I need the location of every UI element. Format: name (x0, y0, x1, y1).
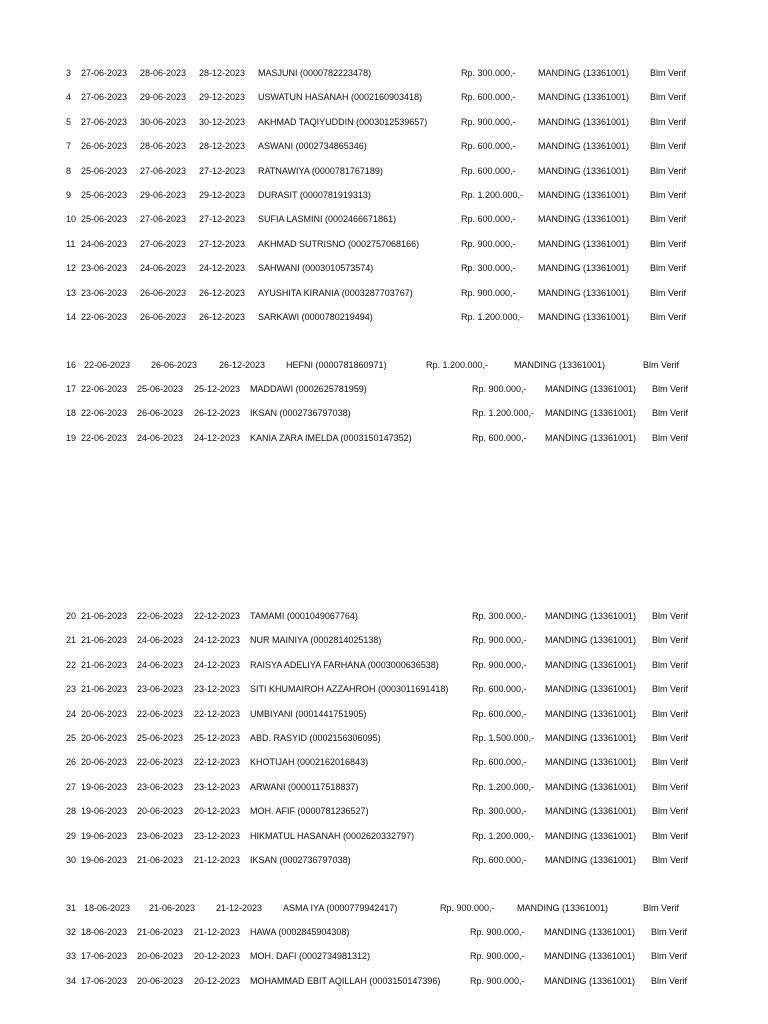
verification-status: Blm Verif (652, 708, 689, 719)
date-1: 20-06-2023 (81, 757, 128, 768)
date-3: 25-12-2023 (194, 384, 241, 394)
row-number: 31 (66, 903, 77, 913)
verification-status: Blm Verif (651, 951, 688, 962)
date-3: 20-12-2023 (194, 806, 241, 817)
unit-name: MANDING (13361001) (544, 951, 636, 962)
row-number: 32 (66, 927, 77, 937)
date-1: 18-06-2023 (84, 903, 131, 913)
date-2: 20-06-2023 (137, 806, 184, 817)
unit-name: MANDING (13361001) (544, 927, 636, 937)
date-2: 26-06-2023 (140, 312, 187, 322)
unit-name: MANDING (13361001) (545, 408, 637, 419)
verification-status: Blm Verif (650, 141, 687, 152)
table-row (0, 780, 768, 794)
table-row (0, 237, 768, 251)
date-2: 29-06-2023 (140, 92, 187, 103)
table-row (0, 310, 768, 324)
amount: Rp. 900.000,- (440, 903, 495, 913)
table-row (0, 431, 768, 445)
date-2: 21-06-2023 (149, 903, 196, 913)
date-3: 21-12-2023 (194, 927, 241, 937)
recipient-name: AKHMAD TAQIYUDDIN (0003012539657) (258, 116, 428, 127)
recipient-name: ABD. RASYID (0002156306095) (250, 733, 381, 743)
date-2: 20-06-2023 (137, 951, 184, 962)
verification-status: Blm Verif (652, 635, 689, 646)
recipient-name: MOHAMMAD EBIT AQILLAH (0003150147396) (250, 975, 441, 986)
date-2: 23-06-2023 (137, 684, 184, 695)
date-2: 25-06-2023 (137, 733, 184, 743)
row-number: 9 (66, 190, 72, 200)
recipient-name: MASJUNI (0000782223478) (258, 68, 372, 78)
verification-status: Blm Verif (651, 975, 688, 986)
amount: Rp. 1.200.000,- (426, 360, 489, 370)
recipient-name: HAWA (0002845904308) (250, 927, 350, 937)
date-2: 29-06-2023 (140, 190, 187, 200)
date-3: 29-12-2023 (199, 190, 246, 200)
table-row (0, 261, 768, 275)
recipient-name: RATNAWIYA (0000781767189) (258, 165, 383, 176)
date-3: 21-12-2023 (216, 903, 263, 913)
date-1: 27-06-2023 (81, 68, 128, 78)
amount: Rp. 1.500.000,- (472, 733, 535, 743)
verification-status: Blm Verif (650, 263, 687, 274)
amount: Rp. 600.000,- (472, 684, 527, 695)
row-number: 21 (66, 635, 77, 646)
date-2: 21-06-2023 (137, 927, 184, 937)
unit-name: MANDING (13361001) (544, 975, 636, 986)
verification-status: Blm Verif (652, 432, 689, 443)
recipient-name: UMBIYANI (0001441751905) (250, 708, 367, 719)
table-row (0, 682, 768, 696)
amount: Rp. 900.000,- (470, 951, 525, 962)
unit-name: MANDING (13361001) (545, 684, 637, 695)
row-number: 16 (66, 360, 77, 370)
date-1: 21-06-2023 (81, 635, 128, 646)
amount: Rp. 300.000,- (472, 611, 527, 621)
date-2: 24-06-2023 (140, 263, 187, 274)
date-1: 18-06-2023 (81, 927, 128, 937)
unit-name: MANDING (13361001) (545, 781, 637, 792)
amount: Rp. 600.000,- (472, 432, 527, 443)
unit-name: MANDING (13361001) (545, 757, 637, 768)
table-row (0, 90, 768, 104)
date-3: 22-12-2023 (194, 708, 241, 719)
recipient-name: SARKAWI (0000780219494) (258, 312, 373, 322)
date-2: 24-06-2023 (137, 635, 184, 646)
date-1: 21-06-2023 (81, 684, 128, 695)
table-row (0, 406, 768, 420)
unit-name: MANDING (13361001) (538, 190, 630, 200)
amount: Rp. 900.000,- (470, 975, 525, 986)
date-3: 28-12-2023 (199, 141, 246, 152)
amount: Rp. 1.200.000,- (472, 408, 535, 419)
date-2: 22-06-2023 (137, 708, 184, 719)
date-2: 27-06-2023 (140, 214, 187, 225)
amount: Rp. 1.200.000,- (461, 190, 524, 200)
date-2: 24-06-2023 (137, 659, 184, 670)
recipient-name: USWATUN HASANAH (0002160903418) (258, 92, 423, 103)
verification-status: Blm Verif (651, 927, 688, 937)
row-number: 24 (66, 708, 77, 719)
date-3: 24-12-2023 (194, 635, 241, 646)
table-row (0, 382, 768, 396)
unit-name: MANDING (13361001) (538, 263, 630, 274)
verification-status: Blm Verif (650, 68, 687, 78)
date-1: 21-06-2023 (81, 611, 128, 621)
row-number: 20 (66, 611, 77, 621)
verification-status: Blm Verif (652, 611, 689, 621)
unit-name: MANDING (13361001) (538, 238, 630, 249)
table-row (0, 804, 768, 818)
amount: Rp. 900.000,- (461, 238, 516, 249)
date-1: 22-06-2023 (81, 432, 128, 443)
date-2: 27-06-2023 (140, 238, 187, 249)
amount: Rp. 900.000,- (461, 287, 516, 298)
amount: Rp. 900.000,- (472, 384, 527, 394)
row-number: 27 (66, 781, 77, 792)
recipient-name: KHOTIJAH (0002162016843) (250, 757, 369, 768)
table-row (0, 358, 768, 372)
date-1: 20-06-2023 (81, 708, 128, 719)
date-1: 19-06-2023 (81, 830, 128, 841)
date-2: 23-06-2023 (137, 781, 184, 792)
date-3: 27-12-2023 (199, 214, 246, 225)
date-3: 21-12-2023 (194, 855, 241, 865)
amount: Rp. 600.000,- (472, 708, 527, 719)
verification-status: Blm Verif (652, 408, 689, 419)
unit-name: MANDING (13361001) (545, 635, 637, 646)
row-number: 29 (66, 830, 77, 841)
date-1: 27-06-2023 (81, 92, 128, 103)
amount: Rp. 300.000,- (461, 263, 516, 274)
date-3: 25-12-2023 (194, 733, 241, 743)
verification-status: Blm Verif (652, 757, 689, 768)
unit-name: MANDING (13361001) (538, 68, 630, 78)
table-row (0, 707, 768, 721)
row-number: 22 (66, 659, 77, 670)
date-3: 24-12-2023 (194, 432, 241, 443)
verification-status: Blm Verif (650, 165, 687, 176)
date-2: 22-06-2023 (137, 611, 184, 621)
verification-status: Blm Verif (652, 830, 689, 841)
date-2: 27-06-2023 (140, 165, 187, 176)
row-number: 10 (66, 214, 77, 225)
row-number: 25 (66, 733, 77, 743)
row-number: 12 (66, 263, 77, 274)
table-row (0, 139, 768, 153)
row-number: 8 (66, 165, 72, 176)
date-2: 26-06-2023 (140, 287, 187, 298)
amount: Rp. 900.000,- (461, 116, 516, 127)
recipient-name: AYUSHITA KIRANIA (0003287703767) (258, 287, 413, 298)
unit-name: MANDING (13361001) (514, 360, 606, 370)
verification-status: Blm Verif (650, 214, 687, 225)
table-row (0, 658, 768, 672)
recipient-name: SAHWANI (0003010573574) (258, 263, 374, 274)
table-row (0, 164, 768, 178)
row-number: 17 (66, 384, 77, 394)
date-2: 26-06-2023 (151, 360, 198, 370)
date-3: 23-12-2023 (194, 830, 241, 841)
recipient-name: ARWANI (0000117518837) (250, 781, 359, 792)
amount: Rp. 600.000,- (461, 141, 516, 152)
recipient-name: ASWANI (0002734865346) (258, 141, 367, 152)
unit-name: MANDING (13361001) (538, 141, 630, 152)
unit-name: MANDING (13361001) (545, 384, 637, 394)
verification-status: Blm Verif (643, 360, 680, 370)
verification-status: Blm Verif (650, 238, 687, 249)
table-row (0, 974, 768, 988)
date-3: 26-12-2023 (219, 360, 266, 370)
recipient-name: HEFNI (0000781860971) (286, 360, 387, 370)
verification-status: Blm Verif (650, 312, 687, 322)
table-row (0, 901, 768, 915)
date-1: 24-06-2023 (81, 238, 128, 249)
verification-status: Blm Verif (650, 190, 687, 200)
table-row (0, 115, 768, 129)
table-row (0, 853, 768, 867)
unit-name: MANDING (13361001) (517, 903, 609, 913)
date-2: 30-06-2023 (140, 116, 187, 127)
table-row (0, 829, 768, 843)
amount: Rp. 300.000,- (472, 806, 527, 817)
amount: Rp. 1.200.000,- (461, 312, 524, 322)
table-row (0, 66, 768, 80)
date-3: 24-12-2023 (199, 263, 246, 274)
date-1: 23-06-2023 (81, 287, 128, 298)
date-3: 29-12-2023 (199, 92, 246, 103)
table-row (0, 286, 768, 300)
date-2: 24-06-2023 (137, 432, 184, 443)
recipient-name: MOH. AFIF (0000781236527) (250, 806, 369, 817)
date-2: 28-06-2023 (140, 141, 187, 152)
recipient-name: HIKMATUL HASANAH (0002620332797) (250, 830, 415, 841)
recipient-name: MOH. DAFI (0002734981312) (250, 951, 371, 962)
amount: Rp. 600.000,- (461, 92, 516, 103)
date-1: 23-06-2023 (81, 263, 128, 274)
row-number: 26 (66, 757, 77, 768)
recipient-name: NUR MAINIYA (0002814025138) (250, 635, 382, 646)
date-3: 22-12-2023 (194, 757, 241, 768)
verification-status: Blm Verif (650, 116, 687, 127)
recipient-name: DURASIT (0000781919313) (258, 190, 371, 200)
row-number: 14 (66, 312, 77, 322)
date-2: 25-06-2023 (137, 384, 184, 394)
unit-name: MANDING (13361001) (545, 432, 637, 443)
date-3: 26-12-2023 (199, 312, 246, 322)
date-1: 19-06-2023 (81, 806, 128, 817)
table-row (0, 633, 768, 647)
unit-name: MANDING (13361001) (538, 92, 630, 103)
unit-name: MANDING (13361001) (538, 312, 630, 322)
amount: Rp. 900.000,- (470, 927, 525, 937)
amount: Rp. 600.000,- (461, 214, 516, 225)
date-1: 26-06-2023 (81, 141, 128, 152)
verification-status: Blm Verif (652, 855, 689, 865)
verification-status: Blm Verif (652, 781, 689, 792)
unit-name: MANDING (13361001) (545, 659, 637, 670)
date-1: 22-06-2023 (81, 384, 128, 394)
recipient-name: AKHMAD SUTRISNO (0002757068166) (258, 238, 420, 249)
row-number: 3 (66, 68, 72, 78)
table-row (0, 755, 768, 769)
unit-name: MANDING (13361001) (545, 611, 637, 621)
verification-status: Blm Verif (652, 684, 689, 695)
row-number: 13 (66, 287, 77, 298)
date-1: 25-06-2023 (81, 165, 128, 176)
verification-status: Blm Verif (652, 806, 689, 817)
amount: Rp. 600.000,- (472, 855, 527, 865)
table-row (0, 609, 768, 623)
date-1: 17-06-2023 (81, 951, 128, 962)
date-2: 26-06-2023 (137, 408, 184, 419)
date-1: 22-06-2023 (81, 312, 128, 322)
unit-name: MANDING (13361001) (545, 806, 637, 817)
table-row (0, 212, 768, 226)
row-number: 23 (66, 684, 77, 695)
unit-name: MANDING (13361001) (545, 708, 637, 719)
unit-name: MANDING (13361001) (538, 287, 630, 298)
verification-status: Blm Verif (650, 287, 687, 298)
date-3: 23-12-2023 (194, 684, 241, 695)
date-1: 19-06-2023 (81, 855, 128, 865)
date-2: 28-06-2023 (140, 68, 187, 78)
date-3: 24-12-2023 (194, 659, 241, 670)
date-1: 25-06-2023 (81, 214, 128, 225)
date-1: 22-06-2023 (81, 408, 128, 419)
row-number: 30 (66, 855, 77, 865)
unit-name: MANDING (13361001) (545, 830, 637, 841)
date-3: 20-12-2023 (194, 951, 241, 962)
date-3: 23-12-2023 (194, 781, 241, 792)
date-1: 20-06-2023 (81, 733, 128, 743)
date-2: 20-06-2023 (137, 975, 184, 986)
verification-status: Blm Verif (650, 92, 687, 103)
recipient-name: MADDAWI (0002625781959) (250, 384, 367, 394)
date-1: 25-06-2023 (81, 190, 128, 200)
amount: Rp. 600.000,- (472, 757, 527, 768)
amount: Rp. 1.200.000,- (472, 781, 535, 792)
recipient-name: IKSAN (0002736797038) (250, 855, 351, 865)
verification-status: Blm Verif (652, 733, 689, 743)
unit-name: MANDING (13361001) (545, 855, 637, 865)
date-3: 22-12-2023 (194, 611, 241, 621)
unit-name: MANDING (13361001) (538, 165, 630, 176)
verification-status: Blm Verif (643, 903, 680, 913)
unit-name: MANDING (13361001) (538, 116, 630, 127)
amount: Rp. 900.000,- (472, 659, 527, 670)
date-3: 27-12-2023 (199, 165, 246, 176)
amount: Rp. 1.200.000,- (472, 830, 535, 841)
row-number: 4 (66, 92, 72, 103)
date-3: 26-12-2023 (199, 287, 246, 298)
date-3: 30-12-2023 (199, 116, 246, 127)
table-row (0, 949, 768, 963)
date-1: 21-06-2023 (81, 659, 128, 670)
amount: Rp. 300.000,- (461, 68, 516, 78)
recipient-name: TAMAMI (0001049067764) (250, 611, 358, 621)
date-3: 20-12-2023 (194, 975, 241, 986)
date-1: 27-06-2023 (81, 116, 128, 127)
date-3: 26-12-2023 (194, 408, 241, 419)
verification-status: Blm Verif (652, 659, 689, 670)
recipient-name: SITI KHUMAIROH AZZAHROH (0003011691418) (250, 684, 449, 695)
table-row (0, 731, 768, 745)
recipient-name: ASMA IYA (0000779942417) (283, 903, 398, 913)
amount: Rp. 600.000,- (461, 165, 516, 176)
date-1: 22-06-2023 (84, 360, 131, 370)
row-number: 11 (66, 238, 76, 249)
row-number: 33 (66, 951, 77, 962)
row-number: 7 (66, 141, 72, 152)
unit-name: MANDING (13361001) (538, 214, 630, 225)
recipient-name: KANIA ZARA IMELDA (0003150147352) (250, 432, 412, 443)
recipient-name: RAISYA ADELIYA FARHANA (0003000636538) (250, 659, 439, 670)
recipient-name: IKSAN (0002736797038) (250, 408, 351, 419)
row-number: 28 (66, 806, 77, 817)
date-3: 27-12-2023 (199, 238, 246, 249)
table-row (0, 188, 768, 202)
date-2: 21-06-2023 (137, 855, 184, 865)
recipient-name: SUFIA LASMINI (0002466671861) (258, 214, 397, 225)
row-number: 18 (66, 408, 77, 419)
verification-status: Blm Verif (652, 384, 689, 394)
row-number: 19 (66, 432, 77, 443)
date-1: 17-06-2023 (81, 975, 128, 986)
unit-name: MANDING (13361001) (545, 733, 637, 743)
date-2: 23-06-2023 (137, 830, 184, 841)
amount: Rp. 900.000,- (472, 635, 527, 646)
row-number: 34 (66, 975, 77, 986)
date-2: 22-06-2023 (137, 757, 184, 768)
date-3: 28-12-2023 (199, 68, 246, 78)
date-1: 19-06-2023 (81, 781, 128, 792)
table-row (0, 925, 768, 939)
row-number: 5 (66, 116, 72, 127)
